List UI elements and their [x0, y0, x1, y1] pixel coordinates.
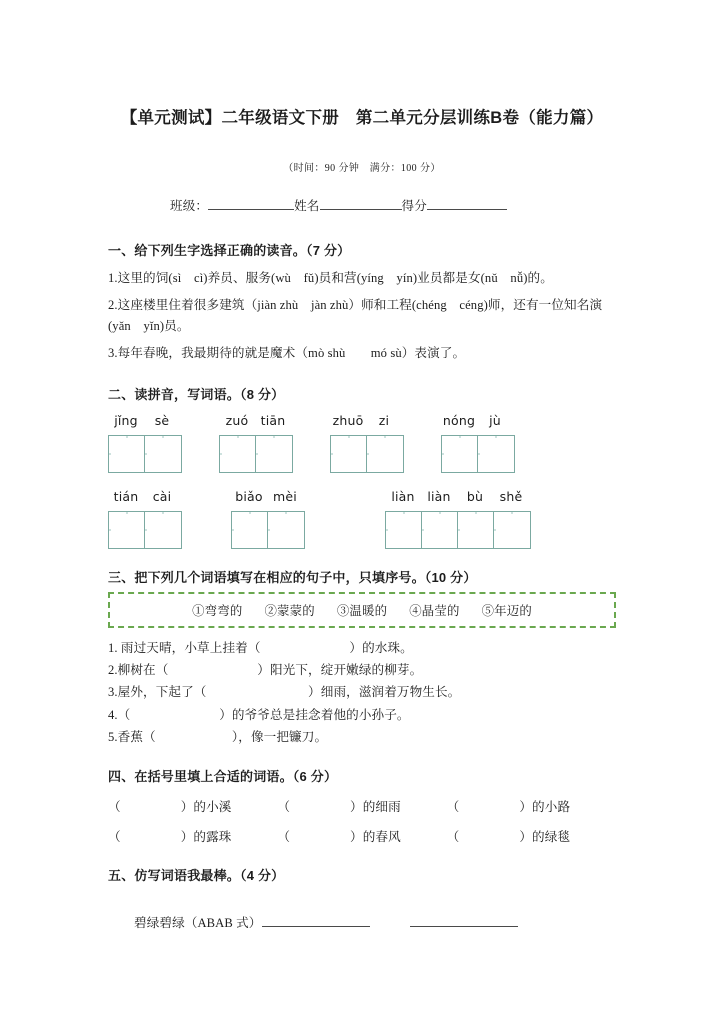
pinyin-syllable: cài	[152, 488, 172, 504]
tianzige-cell[interactable]	[442, 436, 478, 472]
writing-grid-group	[108, 489, 182, 549]
tianzige-cell[interactable]	[494, 512, 530, 548]
abab-answer-blank-1[interactable]	[262, 926, 370, 927]
writing-grid-group	[441, 413, 515, 473]
fill-blank-noun: ）的小路	[519, 799, 571, 814]
class-blank[interactable]	[208, 209, 294, 210]
question-item: 1. 雨过天晴，小草上挂着（ ）的水珠。	[108, 640, 413, 655]
fill-blank-item	[108, 796, 277, 815]
pinyin-label	[108, 489, 182, 504]
class-label: 班级：	[170, 199, 209, 213]
fill-blank-noun: ）的小溪	[180, 799, 232, 814]
writing-grid-group	[219, 413, 293, 473]
fill-blank-item	[277, 796, 446, 815]
fill-blank-noun: ）的绿毯	[519, 829, 571, 844]
abab-answer-blank-2[interactable]	[410, 926, 518, 927]
fill-blank-noun: ）的细雨	[350, 799, 401, 814]
score-blank[interactable]	[427, 209, 507, 210]
pinyin-grid-row	[108, 489, 616, 549]
pinyin-syllable: zhuō	[332, 412, 364, 428]
pinyin-syllable: liàn	[427, 488, 451, 504]
open-paren: （	[277, 799, 291, 814]
pinyin-label	[385, 489, 531, 504]
pinyin-label	[330, 413, 404, 428]
tianzige-cell[interactable]	[220, 436, 256, 472]
pinyin-syllable: shě	[499, 488, 523, 504]
pinyin-label	[441, 413, 515, 428]
word-bank-option[interactable]: ③温暖的	[336, 603, 388, 618]
fill-blank-item	[108, 826, 277, 845]
section-4-heading: 四、在括号里填上合适的词语。（6 分）	[108, 768, 338, 784]
tianzige-cell[interactable]	[331, 436, 367, 472]
pinyin-label	[231, 489, 305, 504]
fill-blank-item	[447, 826, 616, 845]
question-item: 2.这座楼里住着很多建筑（jiàn zhù jàn zhù）师和工程(chéng céng)师，还有一位知名演(yǎn yǐn)员。	[108, 298, 603, 333]
pinyin-syllable: mèi	[273, 488, 297, 504]
pinyin-syllable: biǎo	[235, 488, 263, 504]
writing-grid-group	[108, 413, 182, 473]
section-4-blank-rows	[108, 785, 616, 845]
page-title: 【单元测试】二年级语文下册 第二单元分层训练B卷（能力篇）	[120, 109, 604, 127]
open-paren: （	[446, 829, 460, 844]
open-paren: （	[108, 829, 121, 844]
fill-blank-row	[108, 815, 616, 845]
pinyin-syllable: sè	[154, 412, 170, 428]
section-3-items	[108, 628, 616, 750]
tianzige-box[interactable]	[330, 435, 404, 473]
exam-meta-subtitle: （时间：90 分钟 满分：100 分）	[283, 163, 441, 174]
pinyin-syllable: jù	[489, 412, 501, 428]
section-2-heading: 二、读拼音，写词语。（8 分）	[108, 386, 285, 402]
pinyin-syllable: zi	[378, 412, 390, 428]
fill-blank-item	[447, 796, 616, 815]
tianzige-cell[interactable]	[256, 436, 292, 472]
tianzige-box[interactable]	[108, 435, 182, 473]
tianzige-cell[interactable]	[109, 512, 145, 548]
section-5-heading: 五、仿写词语我最棒。（4 分）	[108, 867, 285, 883]
abab-prompt-text: 碧绿碧绿（ABAB 式）	[134, 916, 262, 931]
open-paren: （	[108, 799, 121, 814]
word-bank-option[interactable]: ⑤年迈的	[481, 603, 532, 618]
score-label: 得分	[401, 199, 427, 213]
tianzige-cell[interactable]	[268, 512, 304, 548]
tianzige-box[interactable]	[108, 511, 182, 549]
question-item: 4.（ ）的爷爷总是挂念着他的小孙子。	[108, 707, 410, 722]
pinyin-syllable: jǐng	[114, 412, 138, 428]
pinyin-label	[219, 413, 293, 428]
tianzige-box[interactable]	[219, 435, 293, 473]
pinyin-syllable: tiān	[260, 412, 286, 428]
open-paren: （	[277, 829, 291, 844]
tianzige-cell[interactable]	[386, 512, 422, 548]
tianzige-cell[interactable]	[367, 436, 403, 472]
pinyin-syllable: tián	[113, 488, 139, 504]
fill-blank-noun: ）的露珠	[180, 829, 232, 844]
question-item: 2.柳树在（ ）阳光下，绽开嫩绿的柳芽。	[108, 662, 423, 677]
abab-prompt-line	[108, 896, 616, 931]
tianzige-cell[interactable]	[109, 436, 145, 472]
tianzige-cell[interactable]	[232, 512, 268, 548]
writing-grid-group	[231, 489, 305, 549]
section-3-heading: 三、把下列几个词语填写在相应的句子中，只填序号。（10 分）	[108, 569, 477, 585]
question-item: 3.每年春晚，我最期待的就是魔术（mò shù mó sù）表演了。	[108, 346, 466, 361]
name-blank[interactable]	[320, 209, 402, 210]
question-item: 3.屋外，下起了（ ）细雨，滋润着万物生长。	[108, 685, 461, 700]
pinyin-syllable: nóng	[442, 412, 476, 428]
word-bank-option[interactable]: ④晶莹的	[409, 603, 460, 618]
tianzige-cell[interactable]	[422, 512, 458, 548]
tianzige-box[interactable]	[441, 435, 515, 473]
writing-grid-group	[385, 489, 531, 549]
pinyin-grid-row	[108, 413, 616, 473]
tianzige-box[interactable]	[231, 511, 305, 549]
section-1-items	[108, 259, 616, 371]
tianzige-cell[interactable]	[145, 512, 181, 548]
word-bank-option[interactable]: ①弯弯的	[192, 603, 243, 618]
section-2-writing-grids	[108, 413, 616, 549]
tianzige-cell[interactable]	[458, 512, 494, 548]
question-item: 1.这里的饲(sì cì)养员、服务(wù fǔ)员和营(yíng yín)业员都是女(nǔ nǚ)的。	[108, 271, 553, 285]
fill-blank-row	[108, 785, 616, 815]
word-bank-option[interactable]: ②蒙蒙的	[264, 603, 315, 618]
pinyin-syllable: liàn	[391, 488, 415, 504]
pinyin-label	[108, 413, 182, 428]
section-1-heading: 一、给下列生字选择正确的读音。（7 分）	[108, 243, 351, 258]
tianzige-cell[interactable]	[145, 436, 181, 472]
open-paren: （	[446, 799, 460, 814]
pinyin-syllable: zuó	[225, 412, 249, 428]
word-bank-box	[108, 592, 616, 628]
tianzige-box[interactable]	[385, 511, 531, 549]
fill-blank-item	[277, 826, 446, 845]
tianzige-cell[interactable]	[478, 436, 514, 472]
name-label: 姓名	[294, 199, 320, 213]
writing-grid-group	[330, 413, 404, 473]
fill-blank-noun: ）的春风	[350, 829, 401, 844]
student-info-line	[108, 174, 616, 214]
pinyin-syllable: bù	[466, 488, 484, 504]
question-item: 5.香蕉（ ），像一把镰刀。	[108, 730, 328, 745]
